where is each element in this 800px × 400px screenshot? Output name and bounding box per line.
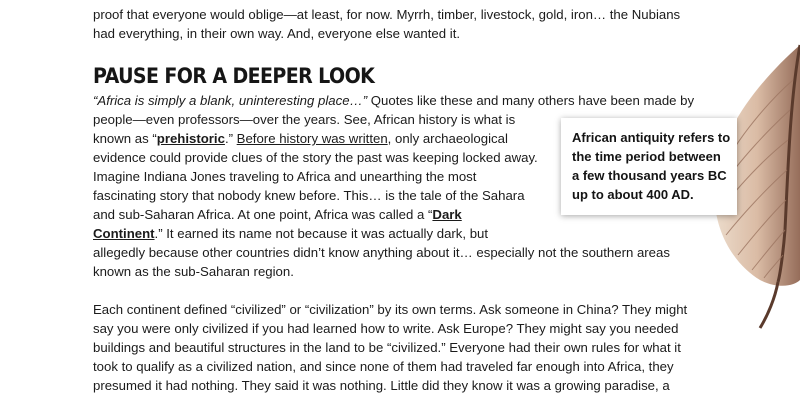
civilization-paragraph: [93, 300, 733, 395]
callout-line: a few thousand years BC: [572, 168, 727, 183]
paragraph-line: known as the sub-Saharan region.: [93, 264, 294, 279]
paragraph-line: say you were only civilized if you had learned how to write. Ask Europe? They might say you needed: [93, 321, 679, 336]
callout-line: African antiquity refers to: [572, 130, 731, 145]
paragraph-line: Imagine Indiana Jones traveling to Africa and unearthing the most: [93, 169, 477, 184]
term-prehistoric: prehistoric: [156, 131, 225, 146]
paragraph-line: presumed it had nothing. They said it was nothing. Little did they know it was a growing paradise, a: [93, 378, 670, 393]
paragraph-line: [93, 91, 733, 110]
paragraph-line: had everything, in their own way. And, everyone else wanted it.: [93, 26, 461, 41]
section-heading: PAUSE FOR A DEEPER LOOK: [93, 64, 375, 89]
callout-line: the time period between: [572, 149, 721, 164]
paragraph-line: fascinating story that nobody knew before. This… is the tale of the Sahara: [93, 188, 525, 203]
paragraph-line: evidence could provide clues of the story the past was keeping locked away.: [93, 150, 538, 165]
underlined-phrase: Before history was written: [236, 131, 388, 146]
paragraph-line: people—even professors—over the years. See, African history is what is: [93, 112, 516, 127]
term-continent: Continent: [93, 226, 155, 241]
top-paragraph: [93, 5, 733, 43]
text-run: known as “: [93, 131, 157, 146]
text-run: .”: [224, 131, 237, 146]
callout-box: [561, 118, 737, 215]
callout-line: up to about 400 AD.: [572, 187, 694, 202]
paragraph-line: Each continent defined “civilized” or “civilization” by its own terms. Ask someone in China? They might: [93, 302, 688, 317]
paragraph-line: buildings and beautiful structures in the land to be “civilized.” Everyone had their own rules for what it: [93, 340, 681, 355]
paragraph-line: [93, 224, 733, 243]
text-run: and sub-Saharan Africa. At one point, Africa was called a “: [93, 207, 433, 222]
opening-quote: “Africa is simply a blank, uninteresting place…”: [93, 93, 368, 108]
paragraph-line: allegedly because other countries didn’t know anything about it… especially not the southern areas: [93, 245, 670, 260]
text-run: , only archaeological: [387, 131, 508, 146]
text-run: Quotes like these and many others have been made by: [367, 93, 695, 108]
paragraph-line: took to qualify as a civilized nation, and since none of them had traveled far enough into Africa, they: [93, 359, 674, 374]
text-run: .” It earned its name not because it was actually dark, but: [154, 226, 489, 241]
paragraph-line: proof that everyone would oblige—at least, for now. Myrrh, timber, livestock, gold, iron… the Nubians: [93, 7, 681, 22]
term-dark: Dark: [432, 207, 462, 222]
